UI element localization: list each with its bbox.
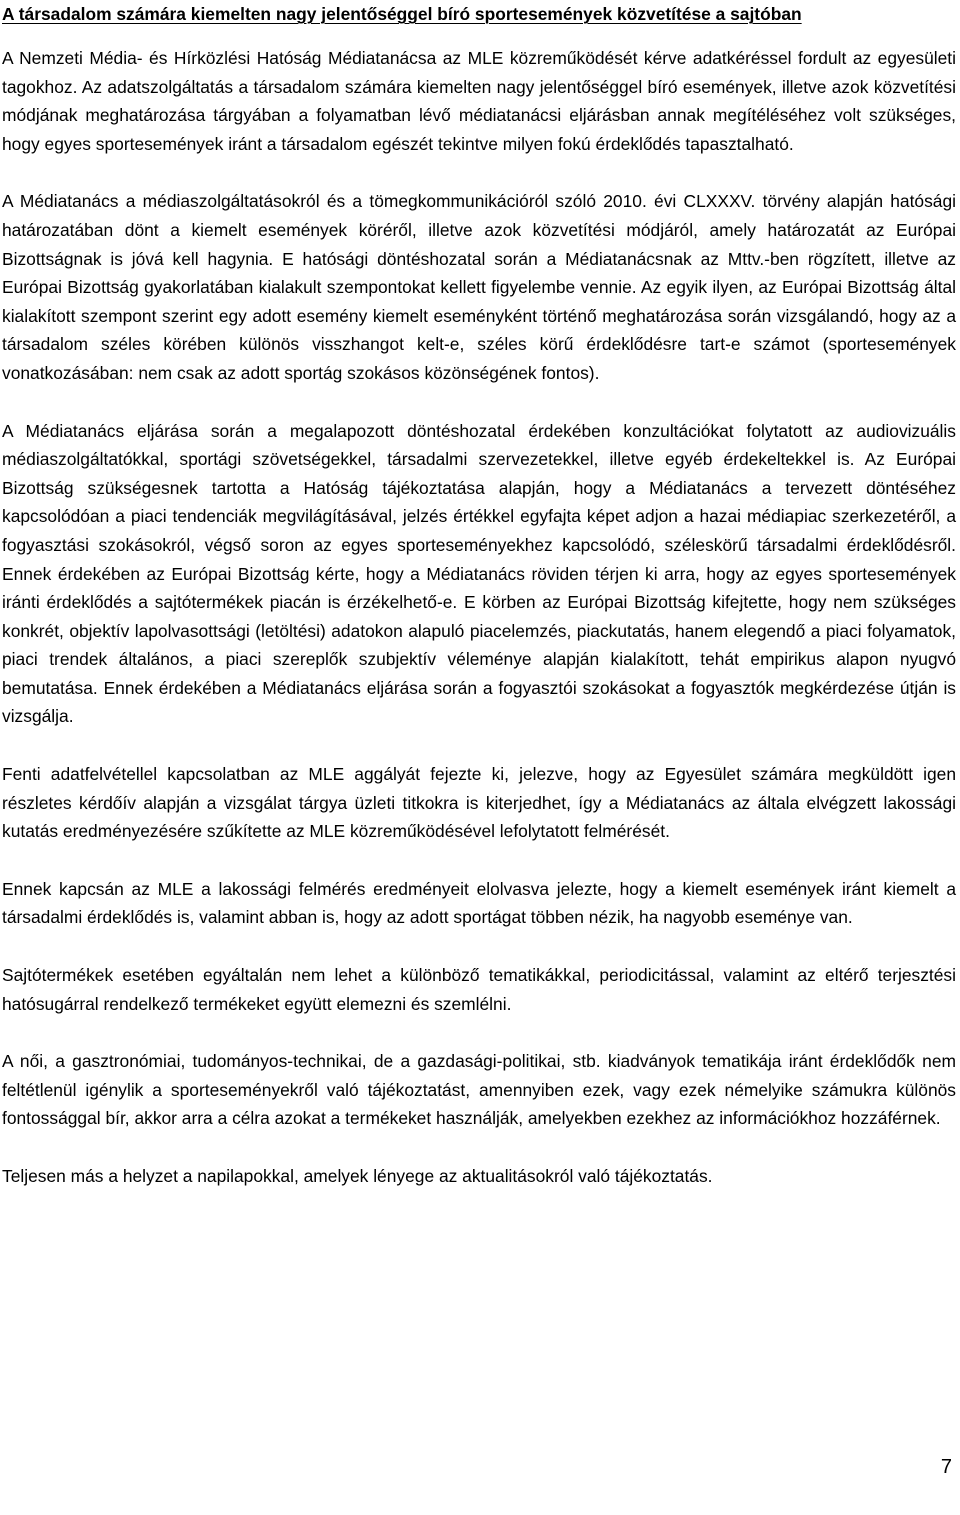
page-number: 7 <box>940 1456 952 1478</box>
paragraph-2: A Médiatanács a médiaszolgáltatásokról és a tömegkommunikációról szóló 2010. évi CLXXXV. törvény alapján hatósági határozatában dönt a kiemelt események köréről, illetve azok közvetítési módjáról, amely határozatát az Európai Bizottságnak is jóvá kell hagynia. E hatósági döntéshozatal során a Médiatanácsnak az Mttv.-ben rögzített, illetve az Európai Bizottság gyakorlatában kialakult szempontokat kellett figyelembe vennie. Az egyik ilyen, az Európai Bizottság által kialakított szempont szerint egy adott esemény kiemelt eseményként történő meghatározása során vizsgálandó, hogy az a társadalom széles körében különös visszhangot kelt-e, széles körű érdeklődésre tart-e számot (sportesemények vonatkozásában: nem csak az adott sportág szokásos közönségének fontos). <box>2 191 956 383</box>
paragraph-8: Teljesen más a helyzet a napilapokkal, amelyek lényege az aktualitásokról való tájékoztatás. <box>2 1166 713 1186</box>
paragraph-5: Ennek kapcsán az MLE a lakossági felmérés eredményeit elolvasva jelezte, hogy a kiemelt események iránt kiemelt a társadalmi érdeklődés is, valamint abban is, hogy az adott sportágat többen nézik, ha nagyobb eseménye van. <box>2 878 956 928</box>
section-heading: A társadalom számára kiemelten nagy jelentőséggel bíró sportesemények közvetítése a sajtóban <box>2 4 802 24</box>
paragraph-6: Sajtótermékek esetében egyáltalán nem lehet a különböző tematikákkal, periodicitással, valamint az eltérő terjesztési hatósugárral rendelkező termékeket együtt elemezni és szemlélni. <box>2 965 956 1014</box>
paragraph-4: Fenti adatfelvétellel kapcsolatban az MLE aggályát fejezte ki, jelezve, hogy az Egyesület számára megküldött igen részletes kérdőív alapján a vizsgálat tárgya üzleti titkokra is kiterjedhet, így a Médiatanács az általa elvégzett lakossági kutatás eredményezésére szűkítette az MLE közreműködésével lefolytatott felmérését. <box>2 764 956 842</box>
paragraph-7: A női, a gasztronómiai, tudományos-technikai, de a gazdasági-politikai, stb. kiadványok tematikája iránt érdeklődők nem feltétlenül igénylik a sporteseményekről való tájékoztatást, amennyiben ezek, vagy ezek némelyike számukra különös fontossággal bír, akkor arra a célra azokat a termékeket használják, amelyekben ezekhez az információkhoz hozzáférnek. <box>2 1051 956 1129</box>
paragraph-1: A Nemzeti Média- és Hírközlési Hatóság Médiatanácsa az MLE közreműködését kérve adatkéréssel fordult az egyesületi tagokhoz. Az adatszolgáltatás a társadalom számára kiemelten nagy jelentőséggel bíró események, illetve azok közvetítési módjának meghatározása tárgyában a folyamatban lévő médiatanácsi eljárásban annak megítéléséhez volt szükséges, hogy egyes sportesemények iránt a társadalom egészét tekintve milyen fokú érdeklődés tapasztalható. <box>2 48 956 154</box>
paragraph-3: A Médiatanács eljárása során a megalapozott döntéshozatal érdekében konzultációkat folytatott az audiovizuális médiaszolgáltatókkal, sportági szövetségekkel, társadalmi szervezetekkel, illetve egyéb érdekeltekkel is. Az Európai Bizottság szükségesnek tartotta a Hatóság tájékoztatása alapján, hogy a Médiatanács a tervezett döntéséhez kapcsolódóan a piaci tendenciák megvilágításával, jelzés értékkel egyfajta képet adjon a hazai médiapiac szerkezetéről, a fogyasztási szokásokról, végső soron az egyes sporteseményekhez kapcsolódó, széleskörű társadalmi érdeklődésről. Ennek érdekében az Európai Bizottság kérte, hogy a Médiatanács röviden térjen ki arra, hogy az egyes sportesemények iránti érdeklődés a sajtótermékek piacán is érzékelhető-e. E körben az Európai Bizottság kifejtette, hogy nem szükséges konkrét, objektív lapolvasottsági (letöltési) adatokon alapuló piacelemzés, piackutatás, hanem elegendő a piaci folyamatok, piaci trendek általános, a piaci szereplők szubjektív véleménye alapján kialakított, tehát empirikus alapon nyugvó bemutatása. Ennek érdekében a Médiatanács eljárása során a fogyasztói szokásokat a fogyasztók megkérdezése útján is vizsgálja. <box>2 420 956 727</box>
document-body <box>2 2 956 1220</box>
